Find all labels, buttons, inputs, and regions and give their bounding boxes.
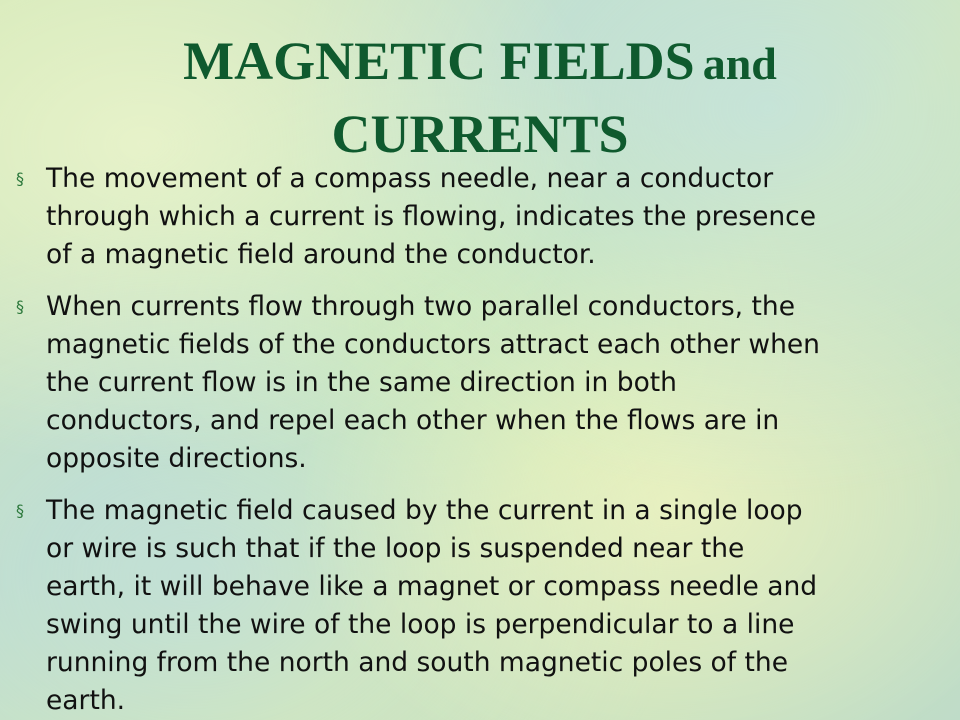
bullet-item-parallel-conductors [10, 288, 960, 478]
bullet-text-line: When currents flow through two parallel conductors, the [46, 291, 796, 322]
title-connector-text: and [702, 38, 777, 89]
bullet-text-line: the current flow is in the same direction in both [46, 367, 677, 398]
bullet-item-single-loop [10, 492, 960, 720]
bullet-text-line: conductors, and repel each other when the flows are in [46, 405, 780, 436]
bullet-text-line: swing until the wire of the loop is perpendicular to a line [46, 609, 795, 640]
bullet-marker-icon: § [16, 297, 24, 316]
bullet-text-line: magnetic fields of the conductors attract each other when [46, 329, 820, 360]
bullet-list [10, 160, 960, 720]
bullet-text-line: or wire is such that if the loop is suspended near the [46, 533, 745, 564]
bullet-text-line: opposite directions. [46, 443, 307, 474]
bullet-text-line: running from the north and south magnetic poles of the [46, 647, 789, 678]
title-main-text: MAGNETIC FIELDS [183, 31, 695, 91]
slide-title [0, 28, 960, 174]
title-line-1 [183, 31, 777, 91]
bullet-marker-icon: § [16, 501, 24, 520]
bullet-marker-icon: § [16, 169, 24, 188]
bullet-text-line: earth. [46, 685, 126, 716]
bullet-item-compass [10, 160, 960, 274]
title-line-2: CURRENTS [331, 104, 629, 164]
bullet-text-line: through which a current is flowing, indicates the presence [46, 201, 817, 232]
bullet-text-line: The magnetic field caused by the current in a single loop [46, 495, 803, 526]
bullet-text-line: The movement of a compass needle, near a conductor [46, 163, 774, 194]
bullet-text-line: of a magnetic field around the conductor. [46, 239, 596, 270]
bullet-text-line: earth, it will behave like a magnet or compass needle and [46, 571, 818, 602]
